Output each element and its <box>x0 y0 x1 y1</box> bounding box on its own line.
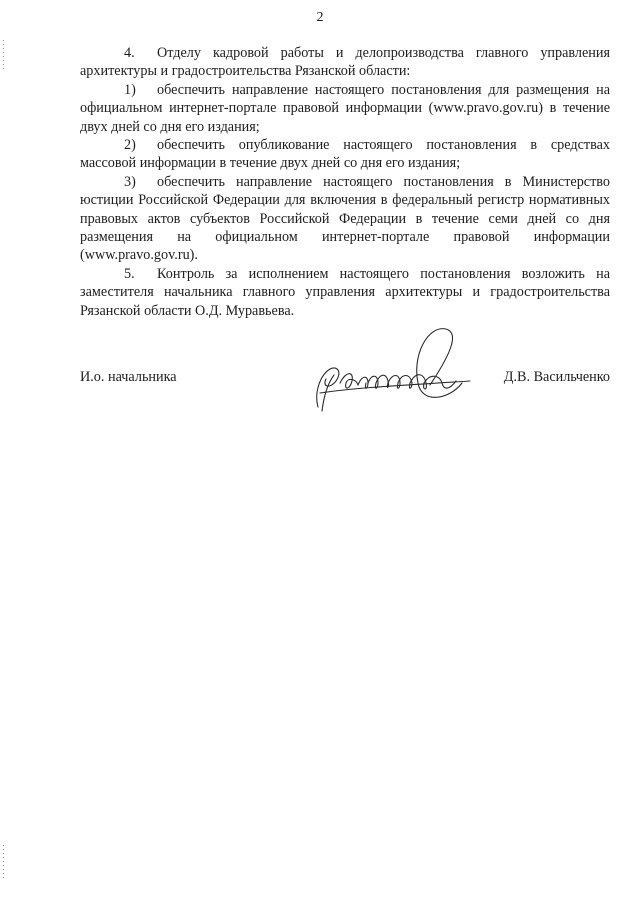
paragraph-5 <box>80 265 610 320</box>
paragraph-number: 3) <box>124 173 136 190</box>
paragraph-number: 2) <box>124 137 136 154</box>
signatory-title: И.о. начальника <box>80 369 177 385</box>
paragraph-text: Отделу кадровой работы и делопроизводства главного управления архитектуры и градостроительства Рязанской области: <box>80 45 610 80</box>
paragraph-text: обеспечить направление настоящего постановления для размещения на официальном интернет-портале правовой информации (www.pravo.gov.ru) в течение двух дней со дня его издания; <box>80 81 610 135</box>
scan-edge-mark <box>3 40 4 70</box>
scan-edge-mark <box>3 845 4 880</box>
paragraph-4 <box>80 44 610 81</box>
paragraph-number: 1) <box>124 81 136 98</box>
paragraph-text: обеспечить опубликование настоящего постановления в средствах массовой информации в течение двух дней со дня его издания; <box>80 137 610 172</box>
page-number: 2 <box>316 10 324 25</box>
signatory-name: Д.В. Васильченко <box>503 369 610 385</box>
paragraph-number: 5. <box>124 265 135 282</box>
handwritten-signature <box>300 325 495 420</box>
paragraph-text: обеспечить направление настоящего постановления в Министерство юстиции Российской Федерации для включения в федеральный регистр нормативных правовых актов субъектов Российской Федерации в течение семи дней со дня размещения на официальном интернет-портале правовой информации (www.pravo.gov.ru). <box>80 173 610 264</box>
subparagraph-2 <box>80 136 610 173</box>
paragraph-number: 4. <box>124 45 135 61</box>
document-body <box>80 44 610 320</box>
subparagraph-1 <box>80 81 610 136</box>
subparagraph-3 <box>80 173 610 265</box>
paragraph-text: Контроль за исполнением настоящего постановления возложить на заместителя начальника главного управления архитектуры и градостроительства Рязанской области О.Д. Муравьева. <box>80 265 610 319</box>
